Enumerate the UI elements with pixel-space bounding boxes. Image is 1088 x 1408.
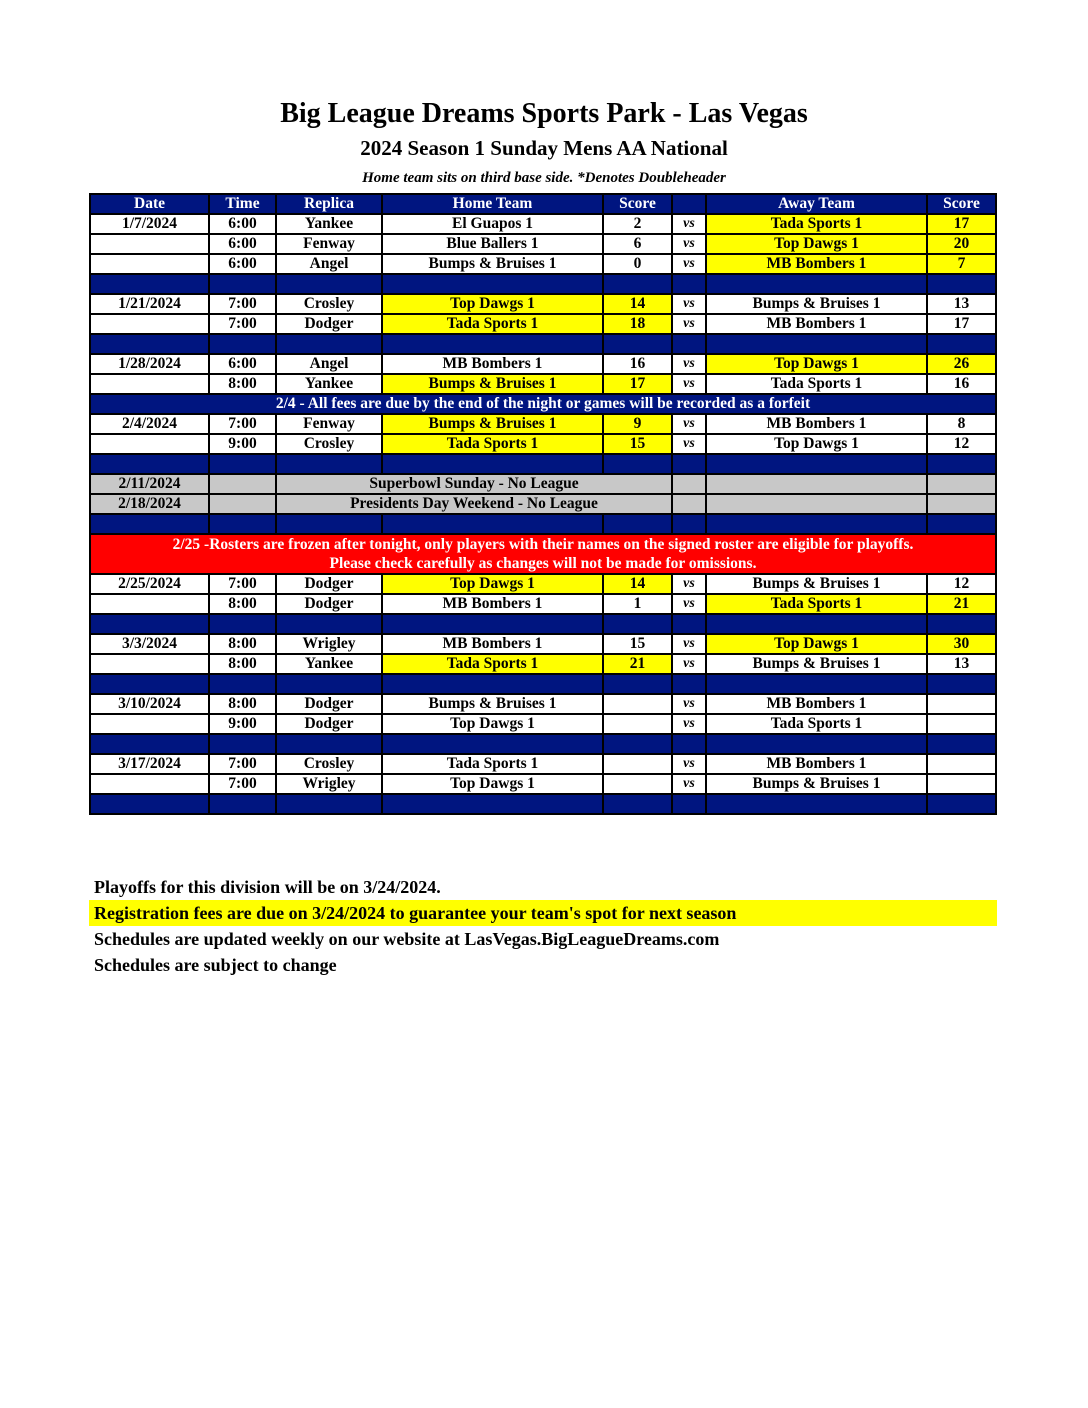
away-score: 8 (927, 414, 996, 434)
separator-cell (90, 734, 209, 754)
game-row (90, 294, 996, 314)
away-team: MB Bombers 1 (706, 754, 927, 774)
home-score: 14 (603, 574, 672, 594)
game-row (90, 354, 996, 374)
game-date (90, 594, 209, 614)
away-team: MB Bombers 1 (706, 694, 927, 714)
away-team: Tada Sports 1 (706, 714, 927, 734)
separator-row (90, 734, 996, 754)
game-row (90, 314, 996, 334)
notice-row (90, 394, 996, 414)
header-vs (672, 194, 706, 214)
no-league-text: Superbowl Sunday - No League (276, 474, 672, 494)
away-score: 13 (927, 294, 996, 314)
game-time: 9:00 (209, 434, 276, 454)
game-time: 7:00 (209, 774, 276, 794)
separator-cell (603, 614, 672, 634)
separator-cell (603, 334, 672, 354)
separator-cell (603, 274, 672, 294)
home-score (603, 754, 672, 774)
page-subtitle: 2024 Season 1 Sunday Mens AA National (360, 136, 728, 160)
separator-cell (209, 734, 276, 754)
vs-label: vs (672, 774, 706, 794)
away-team: Top Dawgs 1 (706, 434, 927, 454)
header-home-score: Score (603, 194, 672, 214)
home-score: 17 (603, 374, 672, 394)
game-date (90, 374, 209, 394)
game-date (90, 234, 209, 254)
separator-cell (276, 274, 382, 294)
home-team: MB Bombers 1 (382, 354, 603, 374)
empty-cell (209, 474, 276, 494)
page-title: Big League Dreams Sports Park - Las Vegas (280, 98, 808, 129)
game-replica: Fenway (276, 234, 382, 254)
separator-cell (672, 274, 706, 294)
home-score: 14 (603, 294, 672, 314)
away-team: MB Bombers 1 (706, 314, 927, 334)
separator-cell (90, 614, 209, 634)
game-time: 9:00 (209, 714, 276, 734)
home-score: 1 (603, 594, 672, 614)
separator-cell (706, 794, 927, 814)
separator-cell (90, 454, 209, 474)
home-team: Bumps & Bruises 1 (382, 414, 603, 434)
game-time: 6:00 (209, 254, 276, 274)
home-team: Tada Sports 1 (382, 314, 603, 334)
game-row (90, 434, 996, 454)
vs-label: vs (672, 414, 706, 434)
empty-cell (706, 494, 927, 514)
vs-label: vs (672, 694, 706, 714)
separator-cell (90, 674, 209, 694)
separator-cell (706, 674, 927, 694)
separator-cell (90, 514, 209, 534)
game-replica: Dodger (276, 314, 382, 334)
home-score: 6 (603, 234, 672, 254)
separator-cell (209, 794, 276, 814)
separator-cell (382, 454, 603, 474)
home-team: MB Bombers 1 (382, 634, 603, 654)
empty-cell (927, 474, 996, 494)
footer-line: Schedules are subject to change (94, 955, 337, 975)
game-row (90, 214, 996, 234)
separator-row (90, 794, 996, 814)
home-score: 2 (603, 214, 672, 234)
separator-cell (276, 614, 382, 634)
game-row (90, 254, 996, 274)
separator-cell (927, 794, 996, 814)
separator-cell (382, 274, 603, 294)
table-header (90, 194, 996, 214)
home-team: Blue Ballers 1 (382, 234, 603, 254)
game-date: 1/7/2024 (90, 214, 209, 234)
game-replica: Wrigley (276, 634, 382, 654)
away-score: 30 (927, 634, 996, 654)
separator-cell (927, 734, 996, 754)
game-time: 7:00 (209, 574, 276, 594)
home-team: Tada Sports 1 (382, 754, 603, 774)
home-score: 16 (603, 354, 672, 374)
game-date (90, 314, 209, 334)
separator-cell (90, 274, 209, 294)
game-date: 3/3/2024 (90, 634, 209, 654)
game-time: 7:00 (209, 314, 276, 334)
no-league-text: Presidents Day Weekend - No League (276, 494, 672, 514)
vs-label: vs (672, 214, 706, 234)
game-date (90, 254, 209, 274)
away-team: MB Bombers 1 (706, 414, 927, 434)
game-row (90, 714, 996, 734)
away-score: 12 (927, 574, 996, 594)
game-date: 2/25/2024 (90, 574, 209, 594)
game-replica: Fenway (276, 414, 382, 434)
home-score (603, 714, 672, 734)
home-team: MB Bombers 1 (382, 594, 603, 614)
home-score: 15 (603, 434, 672, 454)
away-team: Bumps & Bruises 1 (706, 574, 927, 594)
separator-cell (706, 734, 927, 754)
away-score: 7 (927, 254, 996, 274)
home-score: 15 (603, 634, 672, 654)
separator-cell (209, 334, 276, 354)
separator-cell (927, 514, 996, 534)
vs-label: vs (672, 654, 706, 674)
away-team: Bumps & Bruises 1 (706, 294, 927, 314)
game-date: 2/18/2024 (90, 494, 209, 514)
away-team: Top Dawgs 1 (706, 634, 927, 654)
vs-label: vs (672, 234, 706, 254)
game-time: 8:00 (209, 374, 276, 394)
game-date: 1/28/2024 (90, 354, 209, 374)
game-replica: Dodger (276, 714, 382, 734)
game-replica: Yankee (276, 214, 382, 234)
separator-cell (927, 674, 996, 694)
no-league-row (90, 474, 996, 494)
footer-line: Playoffs for this division will be on 3/24/2024. (94, 877, 441, 897)
separator-cell (706, 614, 927, 634)
vs-label: vs (672, 634, 706, 654)
vs-label: vs (672, 574, 706, 594)
header-date: Date (90, 194, 209, 214)
game-row (90, 634, 996, 654)
vs-label: vs (672, 434, 706, 454)
away-team: MB Bombers 1 (706, 254, 927, 274)
away-score (927, 714, 996, 734)
game-row (90, 574, 996, 594)
away-score: 16 (927, 374, 996, 394)
separator-cell (276, 454, 382, 474)
home-team: Bumps & Bruises 1 (382, 254, 603, 274)
away-score (927, 774, 996, 794)
separator-cell (382, 614, 603, 634)
separator-cell (276, 674, 382, 694)
game-row (90, 234, 996, 254)
separator-cell (209, 514, 276, 534)
vs-label: vs (672, 714, 706, 734)
separator-cell (672, 614, 706, 634)
separator-cell (706, 454, 927, 474)
game-time: 6:00 (209, 214, 276, 234)
separator-row (90, 514, 996, 534)
home-score (603, 694, 672, 714)
away-team: Tada Sports 1 (706, 594, 927, 614)
separator-cell (603, 454, 672, 474)
game-replica: Crosley (276, 754, 382, 774)
home-team-note: Home team sits on third base side. *Denotes Doubleheader (362, 170, 726, 186)
game-time: 8:00 (209, 594, 276, 614)
vs-label: vs (672, 294, 706, 314)
separator-cell (927, 614, 996, 634)
away-score: 17 (927, 214, 996, 234)
separator-cell (672, 334, 706, 354)
game-date (90, 434, 209, 454)
game-row (90, 414, 996, 434)
game-time: 8:00 (209, 694, 276, 714)
separator-row (90, 454, 996, 474)
vs-label: vs (672, 594, 706, 614)
notice-text: 2/4 - All fees are due by the end of the night or games will be recorded as a forfeit (90, 394, 996, 414)
home-team: El Guapos 1 (382, 214, 603, 234)
away-score: 26 (927, 354, 996, 374)
home-score: 0 (603, 254, 672, 274)
separator-cell (382, 334, 603, 354)
game-time: 6:00 (209, 234, 276, 254)
home-team: Tada Sports 1 (382, 434, 603, 454)
separator-cell (276, 334, 382, 354)
header-away-team: Away Team (706, 194, 927, 214)
separator-cell (276, 794, 382, 814)
separator-cell (672, 514, 706, 534)
separator-cell (382, 794, 603, 814)
header-replica: Replica (276, 194, 382, 214)
separator-row (90, 334, 996, 354)
away-score: 12 (927, 434, 996, 454)
home-score (603, 774, 672, 794)
away-team: Top Dawgs 1 (706, 354, 927, 374)
game-replica: Dodger (276, 694, 382, 714)
game-replica: Dodger (276, 574, 382, 594)
separator-cell (706, 274, 927, 294)
separator-cell (603, 794, 672, 814)
game-replica: Angel (276, 354, 382, 374)
vs-label: vs (672, 254, 706, 274)
game-time: 8:00 (209, 654, 276, 674)
home-score: 9 (603, 414, 672, 434)
footer-line: Registration fees are due on 3/24/2024 to guarantee your team's spot for next season (89, 900, 997, 926)
vs-label: vs (672, 754, 706, 774)
home-team: Top Dawgs 1 (382, 294, 603, 314)
separator-cell (276, 514, 382, 534)
vs-label: vs (672, 374, 706, 394)
separator-cell (382, 674, 603, 694)
empty-cell (672, 494, 706, 514)
game-replica: Crosley (276, 434, 382, 454)
away-score (927, 694, 996, 714)
header-home-team: Home Team (382, 194, 603, 214)
separator-cell (382, 734, 603, 754)
away-score: 21 (927, 594, 996, 614)
away-score: 20 (927, 234, 996, 254)
separator-cell (603, 674, 672, 694)
separator-cell (706, 334, 927, 354)
away-score: 13 (927, 654, 996, 674)
home-score: 21 (603, 654, 672, 674)
home-team: Bumps & Bruises 1 (382, 694, 603, 714)
header-time: Time (209, 194, 276, 214)
game-row (90, 694, 996, 714)
away-team: Top Dawgs 1 (706, 234, 927, 254)
game-time: 7:00 (209, 754, 276, 774)
away-score (927, 754, 996, 774)
roster-warning-line1: 2/25 -Rosters are frozen after tonight, only players with their names on the signed roster are eligible for playoffs. (172, 536, 914, 553)
game-date: 3/10/2024 (90, 694, 209, 714)
separator-cell (927, 454, 996, 474)
game-replica: Angel (276, 254, 382, 274)
game-row (90, 774, 996, 794)
game-date: 3/17/2024 (90, 754, 209, 774)
game-row (90, 374, 996, 394)
game-row (90, 754, 996, 774)
separator-row (90, 274, 996, 294)
game-row (90, 654, 996, 674)
empty-cell (927, 494, 996, 514)
home-team: Tada Sports 1 (382, 654, 603, 674)
game-date (90, 654, 209, 674)
roster-warning-row (90, 534, 996, 574)
game-date (90, 774, 209, 794)
footer-line: Schedules are updated weekly on our website at LasVegas.BigLeagueDreams.com (94, 929, 720, 949)
roster-warning (90, 534, 996, 574)
separator-cell (90, 334, 209, 354)
separator-cell (382, 514, 603, 534)
game-date: 2/4/2024 (90, 414, 209, 434)
game-row (90, 594, 996, 614)
header-away-score: Score (927, 194, 996, 214)
game-time: 7:00 (209, 294, 276, 314)
vs-label: vs (672, 314, 706, 334)
home-team: Top Dawgs 1 (382, 574, 603, 594)
away-team: Tada Sports 1 (706, 214, 927, 234)
separator-cell (603, 514, 672, 534)
separator-cell (90, 794, 209, 814)
separator-cell (209, 454, 276, 474)
game-replica: Yankee (276, 654, 382, 674)
separator-cell (672, 674, 706, 694)
game-time: 6:00 (209, 354, 276, 374)
home-score: 18 (603, 314, 672, 334)
empty-cell (706, 474, 927, 494)
separator-cell (276, 734, 382, 754)
separator-cell (209, 274, 276, 294)
game-time: 7:00 (209, 414, 276, 434)
home-team: Top Dawgs 1 (382, 774, 603, 794)
home-team: Bumps & Bruises 1 (382, 374, 603, 394)
separator-cell (927, 334, 996, 354)
game-date: 1/21/2024 (90, 294, 209, 314)
separator-cell (209, 614, 276, 634)
separator-row (90, 614, 996, 634)
game-replica: Wrigley (276, 774, 382, 794)
separator-cell (927, 274, 996, 294)
separator-cell (672, 734, 706, 754)
no-league-row (90, 494, 996, 514)
vs-label: vs (672, 354, 706, 374)
schedule-table (89, 193, 997, 815)
away-team: Bumps & Bruises 1 (706, 654, 927, 674)
empty-cell (209, 494, 276, 514)
separator-cell (603, 734, 672, 754)
game-replica: Yankee (276, 374, 382, 394)
separator-cell (706, 514, 927, 534)
away-score: 17 (927, 314, 996, 334)
separator-cell (672, 794, 706, 814)
game-replica: Dodger (276, 594, 382, 614)
away-team: Tada Sports 1 (706, 374, 927, 394)
away-team: Bumps & Bruises 1 (706, 774, 927, 794)
separator-row (90, 674, 996, 694)
roster-warning-line2: Please check carefully as changes will not be made for omissions. (329, 555, 757, 572)
home-team: Top Dawgs 1 (382, 714, 603, 734)
game-date: 2/11/2024 (90, 474, 209, 494)
game-replica: Crosley (276, 294, 382, 314)
separator-cell (209, 674, 276, 694)
empty-cell (672, 474, 706, 494)
game-date (90, 714, 209, 734)
game-time: 8:00 (209, 634, 276, 654)
separator-cell (672, 454, 706, 474)
